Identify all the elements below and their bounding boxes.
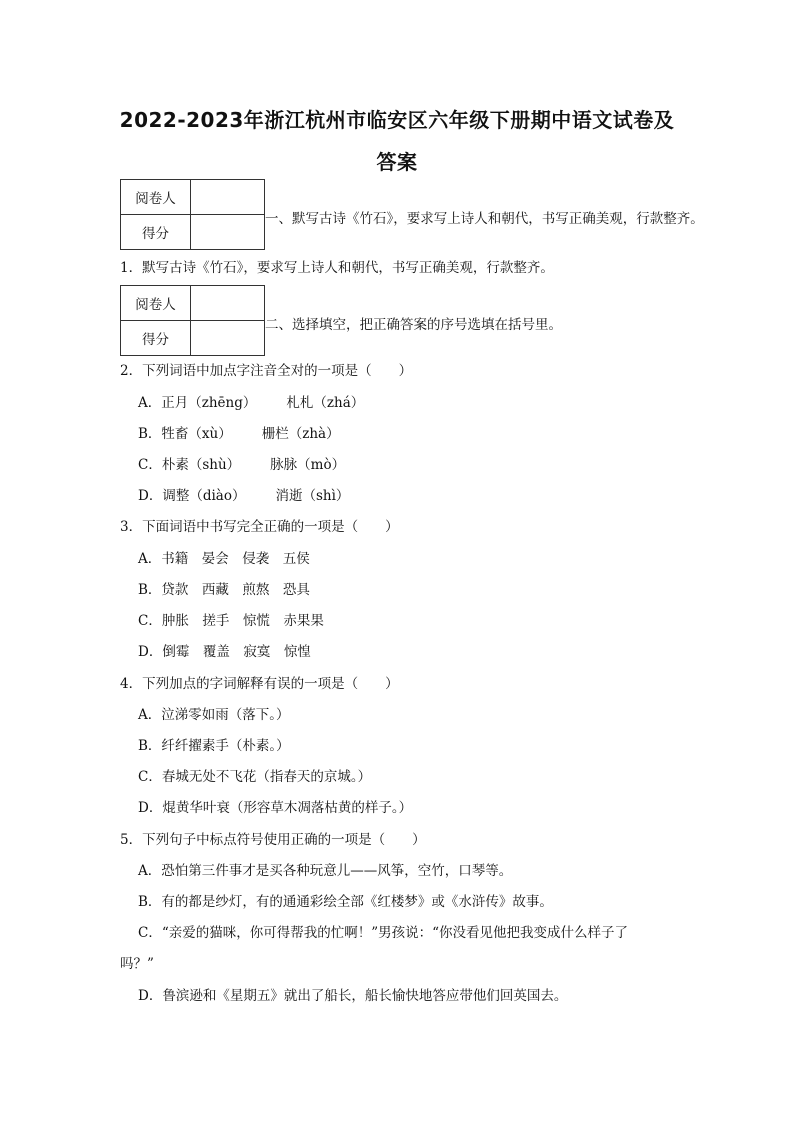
reviewer-value-cell[interactable] bbox=[191, 180, 265, 215]
option-c-first: C．朴素（shù） bbox=[138, 457, 241, 473]
option-d-first: D．调整（diào） bbox=[138, 488, 246, 504]
document-title-line-2: 答案 bbox=[376, 150, 418, 174]
question-3-option-a: A．书籍 晏会 侵袭 五侯 bbox=[138, 551, 310, 567]
score-value-cell[interactable] bbox=[191, 321, 265, 356]
question-4-option-c: C．春城无处不飞花（指春天的京城。） bbox=[138, 769, 372, 785]
question-1-stem: 1．默写古诗《竹石》，要求写上诗人和朝代，书写正确美观，行款整齐。 bbox=[120, 260, 554, 276]
question-5-option-a: A．恐怕第三件事才是买各种玩意儿——风筝，空竹，口琴等。 bbox=[138, 863, 513, 879]
question-4-stem: 4．下列加点的字词解释有误的一项是（ ） bbox=[120, 676, 399, 692]
question-2-stem: 2．下列词语中加点字注音全对的一项是（ ） bbox=[120, 363, 413, 379]
question-2-option-c bbox=[138, 456, 345, 474]
score-value-cell[interactable] bbox=[191, 215, 265, 250]
option-b-second: 栅栏（zhà） bbox=[261, 426, 340, 442]
section-1-heading: 一、默写古诗《竹石》，要求写上诗人和朝代，书写正确美观，行款整齐。 bbox=[265, 211, 704, 227]
question-4-option-d: D．焜黄华叶衰（形容草木凋落枯黄的样子。） bbox=[138, 800, 413, 816]
reviewer-value-cell[interactable] bbox=[191, 286, 265, 321]
reviewer-label: 阅卷人 bbox=[121, 180, 191, 215]
question-2-option-a bbox=[138, 394, 364, 412]
question-2-option-b bbox=[138, 425, 340, 443]
question-5-stem: 5．下列句子中标点符号使用正确的一项是（ ） bbox=[120, 832, 426, 848]
question-4-option-b: B．纤纤擢素手（朴素。） bbox=[138, 738, 290, 754]
question-2-option-d bbox=[138, 487, 349, 505]
score-table-section-2 bbox=[120, 285, 265, 356]
question-5-option-c: C．“亲爱的猫咪，你可得帮我的忙啊！”男孩说：“你没看见他把我变成什么样子了 bbox=[138, 925, 629, 941]
question-3-option-b: B．贷款 西藏 煎熬 恐具 bbox=[138, 582, 310, 598]
question-5-option-b: B．有的都是纱灯，有的通通彩绘全部《红楼梦》或《水浒传》故事。 bbox=[138, 894, 553, 910]
option-c-second: 脉脉（mò） bbox=[270, 457, 346, 473]
reviewer-label: 阅卷人 bbox=[121, 286, 191, 321]
question-3-option-c: C．肿胀 搓手 惊慌 赤果果 bbox=[138, 613, 324, 629]
option-b-first: B．牲畜（xù） bbox=[138, 426, 232, 442]
score-label: 得分 bbox=[121, 215, 191, 250]
option-a-second: 札札（zhá） bbox=[286, 395, 365, 411]
document-title-line-1: 2022-2023年浙江杭州市临安区六年级下册期中语文试卷及 bbox=[119, 108, 675, 132]
section-2-heading: 二、选择填空，把正确答案的序号选填在括号里。 bbox=[265, 317, 562, 333]
score-table-section-1 bbox=[120, 179, 265, 250]
question-5-option-c-continued: 吗？” bbox=[120, 956, 154, 972]
score-label: 得分 bbox=[121, 321, 191, 356]
option-d-second: 消逝（shì） bbox=[275, 488, 350, 504]
question-4-option-a: A．泣涕零如雨（落下。） bbox=[138, 707, 290, 723]
option-a-first: A．正月（zhēng） bbox=[138, 395, 257, 411]
question-3-option-d: D．倒霉 覆盖 寂寞 惊惶 bbox=[138, 644, 311, 660]
question-5-option-d: D．鲁滨逊和《星期五》就出了船长，船长愉快地答应带他们回英国去。 bbox=[138, 988, 568, 1004]
question-3-stem: 3．下面词语中书写完全正确的一项是（ ） bbox=[120, 519, 399, 535]
